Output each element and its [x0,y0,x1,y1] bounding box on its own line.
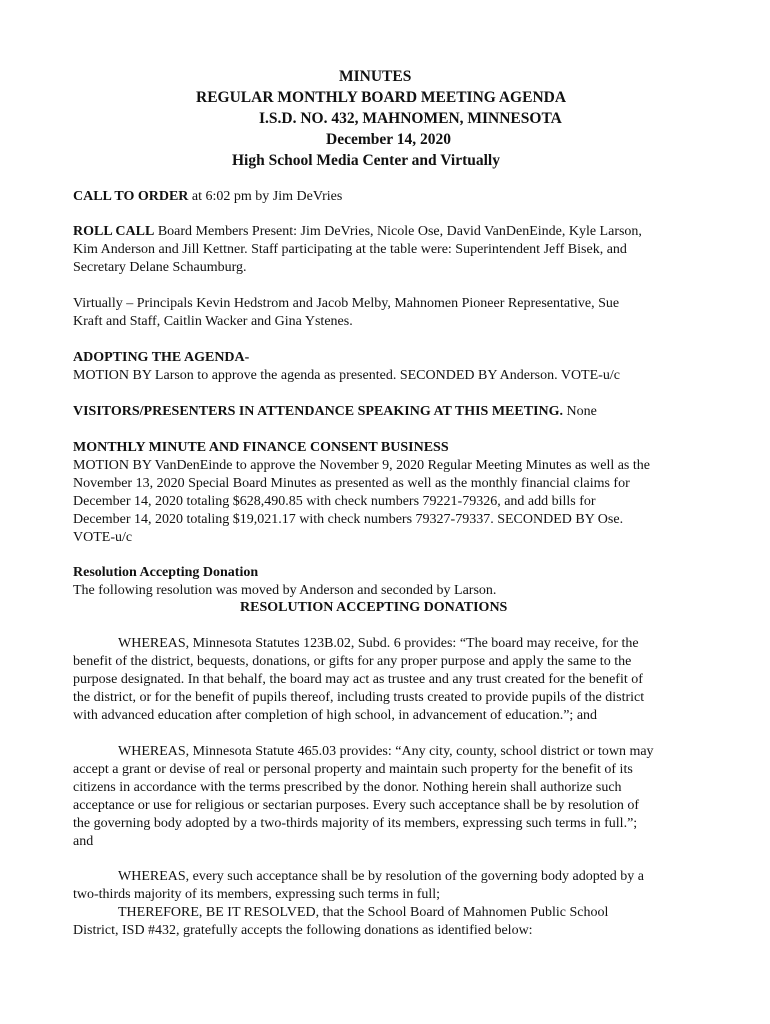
consent-heading: MONTHLY MINUTE AND FINANCE CONSENT BUSINESS [73,440,449,455]
consent-line: MOTION BY VanDenEinde to approve the November 9, 2020 Regular Meeting Minutes as well as the [73,458,650,473]
consent-line: VOTE-u/c [73,530,133,545]
title-date: December 14, 2020 [326,131,451,148]
consent-line: November 13, 2020 Special Board Minutes as presented as well as the monthly financial claims for [73,476,630,491]
virtually-line-2: Kraft and Staff, Caitlin Wacker and Gina Ystenes. [73,314,353,329]
paragraph-line: purpose designated. In that behalf, the board may act as trustee and any trust created for the benefit of [73,672,643,687]
paragraph-line: acceptance or use for religious or sectarian purposes. Every such acceptance shall be by resolution of [73,798,639,813]
roll-call-line-2: Kim Anderson and Jill Kettner. Staff participating at the table were: Superintendent Jeff Bisek, and [73,242,627,257]
paragraph-line: WHEREAS, every such acceptance shall be by resolution of the governing body adopted by a [118,869,645,884]
resolution-heading: Resolution Accepting Donation [73,565,259,580]
consent-line: December 14, 2020 totaling $628,490.85 with check numbers 79221-79326, and add bills for [73,494,596,509]
paragraph-line: and [73,834,94,849]
paragraph-line: with advanced education after completion of high school, in advancement of education.”; and [73,708,598,723]
call-to-order-label: CALL TO ORDER [73,189,189,204]
roll-call-label: ROLL CALL [73,224,155,239]
call-to-order-text: at 6:02 pm by Jim DeVries [188,189,343,204]
visitors [73,403,597,421]
roll-call-text: Board Members Present: Jim DeVries, Nicole Ose, David VanDenEinde, Kyle Larson, [154,224,642,239]
title-agenda: REGULAR MONTHLY BOARD MEETING AGENDA [196,89,567,106]
paragraph-line: accept a grant or devise of real or personal property and maintain such property for the benefit of its [73,762,633,777]
roll-call-line-1 [73,223,642,241]
paragraph-line: THEREFORE, BE IT RESOLVED, that the School Board of Mahnomen Public School [118,905,609,920]
visitors-label: VISITORS/PRESENTERS IN ATTENDANCE SPEAKING AT THIS MEETING. [73,404,564,419]
title-minutes: MINUTES [339,68,412,85]
paragraph-line: citizens in accordance with the terms prescribed by the donor. Nothing herein shall authorize such [73,780,622,795]
title-district: I.S.D. NO. 432, MAHNOMEN, MINNESOTA [259,110,562,127]
paragraph-line: WHEREAS, Minnesota Statute 465.03 provides: “Any city, county, school district or town may [118,744,654,759]
call-to-order [73,188,342,206]
paragraph-line: the district, or for the benefit of pupils thereof, including trusts created to provide pupils of the district [73,690,645,705]
paragraph-line: WHEREAS, Minnesota Statutes 123B.02, Subd. 6 provides: “The board may receive, for the [118,636,639,651]
paragraph-line: District, ISD #432, gratefully accepts the following donations as identified below: [73,923,533,938]
resolution-title: RESOLUTION ACCEPTING DONATIONS [240,600,508,615]
consent-line: December 14, 2020 totaling $19,021.17 with check numbers 79327-79337. SECONDED BY Ose. [73,512,624,527]
visitors-text: None [563,404,597,419]
adopting-agenda-motion: MOTION BY Larson to approve the agenda as presented. SECONDED BY Anderson. VOTE-u/c [73,368,620,383]
paragraph-line: benefit of the district, bequests, donations, or gifts for any proper purpose and apply the same to the [73,654,632,669]
adopting-agenda-heading: ADOPTING THE AGENDA- [73,350,250,365]
virtually-line-1: Virtually – Principals Kevin Hedstrom and Jacob Melby, Mahnomen Pioneer Representative, Sue [73,296,620,311]
paragraph-line: the governing body adopted by a two-thirds majority of its members, expressing such terms in full.”; [73,816,638,831]
paragraph-line: two-thirds majority of its members, expressing such terms in full; [73,887,441,902]
roll-call-line-3: Secretary Delane Schaumburg. [73,260,247,275]
resolution-intro: The following resolution was moved by Anderson and seconded by Larson. [73,583,497,598]
title-location: High School Media Center and Virtually [232,152,500,169]
